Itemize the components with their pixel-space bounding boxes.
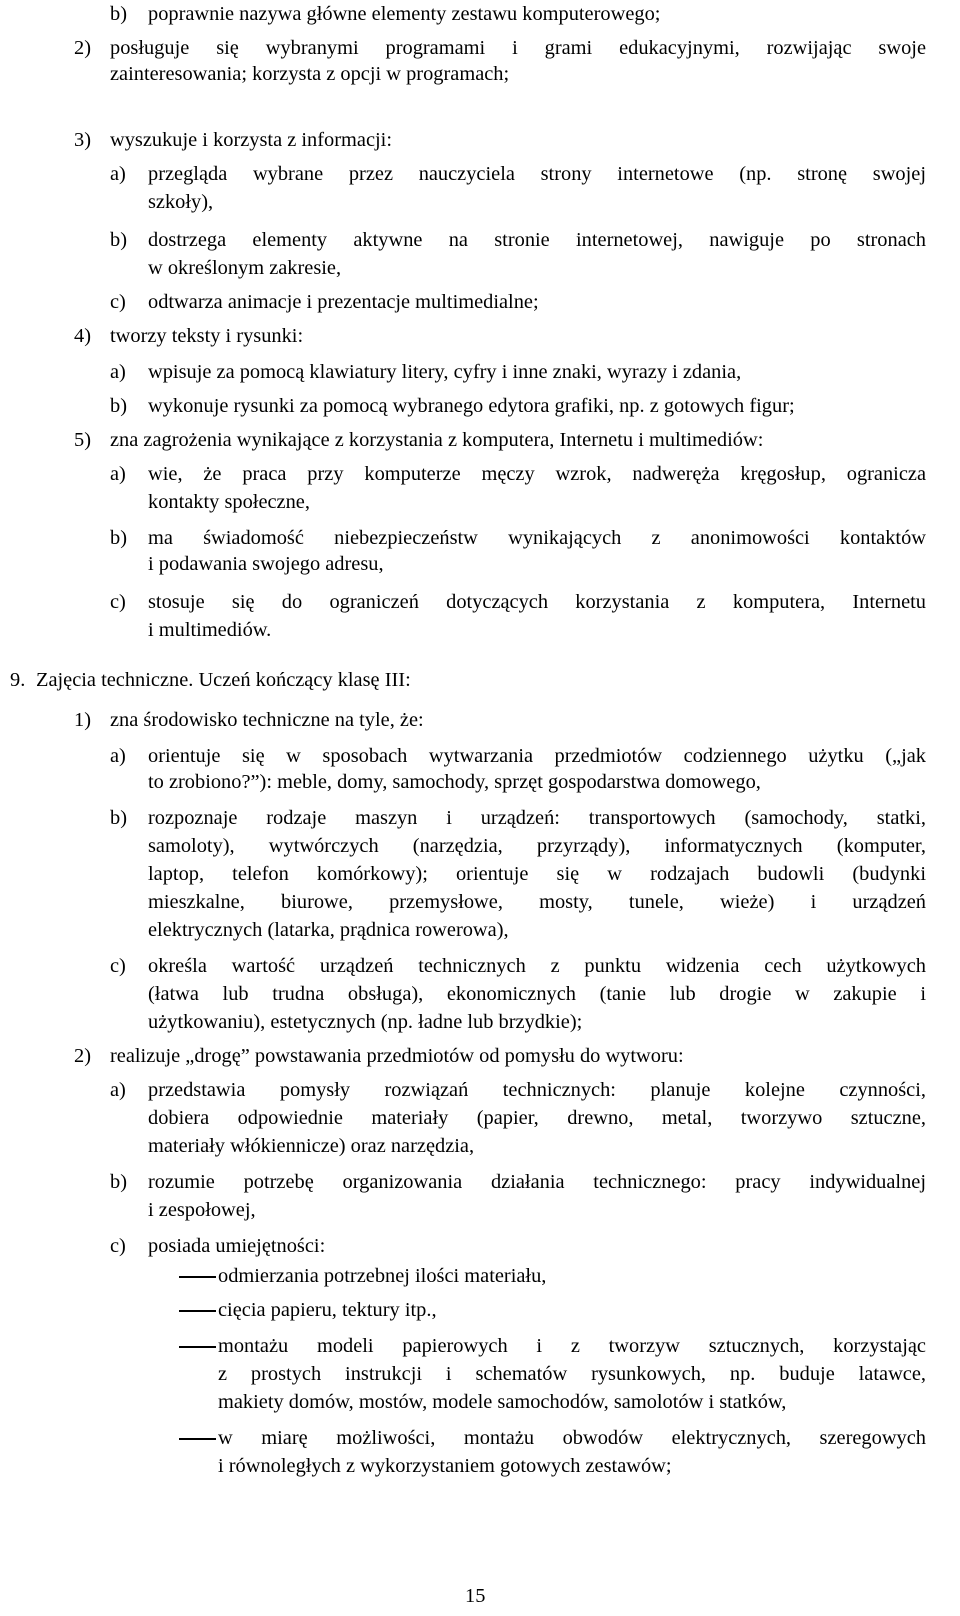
text-line: wie, że praca przy komputerze męczy wzrok, nadweręża kręgosłup, ogranicza [148, 463, 926, 485]
text-line: to zrobiono?”): meble, domy, samochody, sprzęt gospodarstwa domowego, [148, 771, 761, 793]
item-label: b) [110, 3, 127, 25]
text-line: wpisuje za pomocą klawiatury litery, cyfry i inne znaki, wyrazy i zdania, [148, 361, 742, 383]
item-label: 1) [74, 709, 91, 731]
item-label: a) [110, 1079, 126, 1101]
text-line: i zespołowej, [148, 1199, 256, 1221]
text-line: odmierzania potrzebnej ilości materiału, [218, 1265, 547, 1287]
item-label: 4) [74, 325, 91, 347]
text-line: elektrycznych (latarka, prądnica rowerowa), [148, 919, 509, 941]
text-line: posługuje się wybranymi programami i grami edukacyjnymi, rozwijając swoje [110, 37, 926, 59]
text-line: cięcia papieru, tektury itp., [218, 1299, 437, 1321]
text-line: zainteresowania; korzysta z opcji w programach; [110, 63, 510, 85]
item-label: a) [110, 745, 126, 767]
text-line: w określonym zakresie, [148, 257, 342, 279]
item-label: 2) [74, 37, 91, 59]
item-label: 2) [74, 1045, 91, 1067]
text-line: i równoległych z wykorzystaniem gotowych zestawów; [218, 1455, 672, 1477]
text-line: i multimediów. [148, 619, 272, 641]
text-line: określa wartość urządzeń technicznych z punktu widzenia cech użytkowych [148, 955, 926, 977]
text-line: odtwarza animacje i prezentacje multimedialne; [148, 291, 539, 313]
text-line: szkoły), [148, 191, 214, 213]
text-line: zna środowisko techniczne na tyle, że: [110, 709, 424, 731]
item-label: a) [110, 163, 126, 185]
text-line: użytkowaniu), estetycznych (np. ładne lub brzydkie); [148, 1011, 583, 1033]
item-label: a) [110, 361, 126, 383]
text-line: wykonuje rysunki za pomocą wybranego edytora grafiki, np. z gotowych figur; [148, 395, 795, 417]
text-line: poprawnie nazywa główne elementy zestawu komputerowego; [148, 3, 661, 25]
text-line: kontakty społeczne, [148, 491, 310, 513]
text-line: przegląda wybrane przez nauczyciela strony internetowe (np. stronę swojej [148, 163, 926, 185]
text-line: samoloty), wytwórczych (narzędzia, przyrządy), informatycznych (komputer, [148, 835, 926, 857]
text-line: laptop, telefon komórkowy); orientuje się w rodzajach budowli (budynki [148, 863, 926, 885]
page-number: 15 [465, 1585, 486, 1607]
text-line: tworzy teksty i rysunki: [110, 325, 304, 347]
section-number: 9. [10, 669, 26, 691]
item-label: c) [110, 291, 126, 313]
text-line: rozumie potrzebę organizowania działania technicznego: pracy indywidualnej [148, 1171, 926, 1193]
text-line: materiały włókiennicze) oraz narzędzia, [148, 1135, 475, 1157]
text-line: dostrzega elementy aktywne na stronie internetowej, nawiguje po stronach [148, 229, 926, 251]
text-line: realizuje „drogę” powstawania przedmiotów od pomysłu do wytworu: [110, 1045, 684, 1067]
text-line: z prostych instrukcji i schematów rysunkowych, np. buduje latawce, [218, 1363, 926, 1385]
item-label: a) [110, 463, 126, 485]
item-label: b) [110, 229, 127, 251]
text-line: dobiera odpowiednie materiały (papier, drewno, metal, tworzywo sztuczne, [148, 1107, 926, 1129]
dash-bullet [179, 1276, 216, 1278]
item-label: c) [110, 591, 126, 613]
dash-bullet [179, 1346, 216, 1348]
text-line: orientuje się w sposobach wytwarzania przedmiotów codziennego użytku („jak [148, 745, 926, 767]
text-line: przedstawia pomysły rozwiązań technicznych: planuje kolejne czynności, [148, 1079, 926, 1101]
item-label: c) [110, 1235, 126, 1257]
text-line: stosuje się do ograniczeń dotyczących korzystania z komputera, Internetu [148, 591, 926, 613]
item-label: 5) [74, 429, 91, 451]
text-line: montażu modeli papierowych i z tworzyw sztucznych, korzystając [218, 1335, 926, 1357]
text-line: zna zagrożenia wynikające z korzystania z komputera, Internetu i multimediów: [110, 429, 764, 451]
text-line: w miarę możliwości, montażu obwodów elektrycznych, szeregowych [218, 1427, 926, 1449]
text-line: makiety domów, mostów, modele samochodów, samolotów i statków, [218, 1391, 787, 1413]
item-label: b) [110, 807, 127, 829]
text-line: wyszukuje i korzysta z informacji: [110, 129, 392, 151]
item-label: 3) [74, 129, 91, 151]
section-heading: Zajęcia techniczne. Uczeń kończący klasę III: [36, 669, 411, 691]
text-line: mieszkalne, biurowe, przemysłowe, mosty, tunele, wieże) i urządzeń [148, 891, 926, 913]
item-label: c) [110, 955, 126, 977]
text-line: posiada umiejętności: [148, 1235, 326, 1257]
dash-bullet [179, 1310, 216, 1312]
dash-bullet [179, 1438, 216, 1440]
text-line: (łatwa lub trudna obsługa), ekonomicznych (tanie lub drogie w zakupie i [148, 983, 926, 1005]
item-label: b) [110, 395, 127, 417]
text-line: ma świadomość niebezpieczeństw wynikających z anonimowości kontaktów [148, 527, 926, 549]
item-label: b) [110, 527, 127, 549]
text-line: i podawania swojego adresu, [148, 553, 384, 575]
text-line: rozpoznaje rodzaje maszyn i urządzeń: transportowych (samochody, statki, [148, 807, 926, 829]
item-label: b) [110, 1171, 127, 1193]
